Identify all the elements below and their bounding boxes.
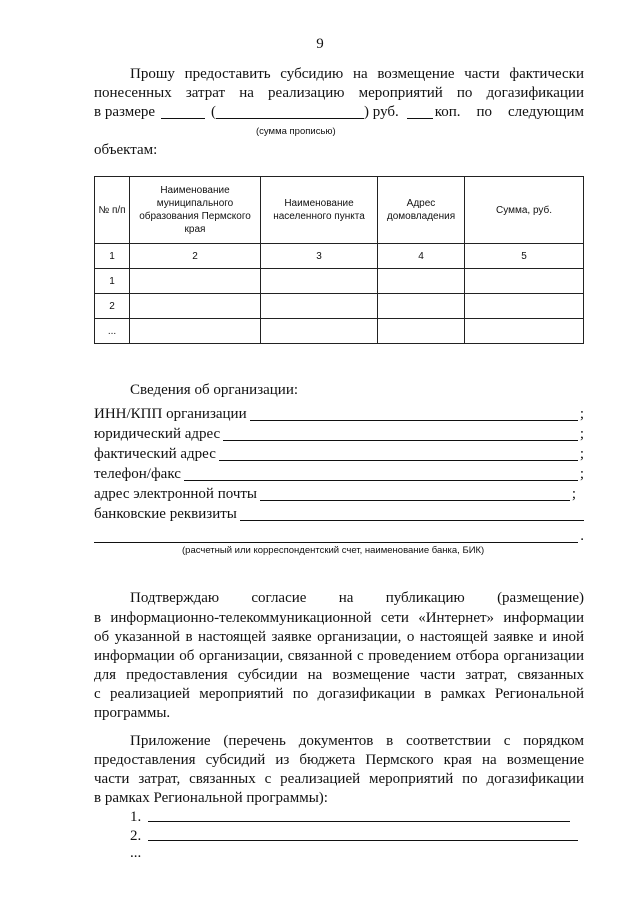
col-number: 5 xyxy=(465,244,584,269)
table-cell[interactable] xyxy=(378,269,465,294)
objects-table xyxy=(94,176,584,344)
table-cell[interactable] xyxy=(130,319,261,344)
header-municipality: Наименование муниципального образования Пермского края xyxy=(130,177,261,244)
attachment-item-2-number: 2. xyxy=(130,828,142,844)
consent-line-3: об указанной в настоящей заявке организации, о настоящей заявке и иной xyxy=(94,629,584,645)
request-line-4: объектам: xyxy=(94,142,158,158)
attachment-item-2-input[interactable] xyxy=(148,840,578,841)
table-cell[interactable] xyxy=(465,269,584,294)
attachment-line-3: части затрат, связанных с реализацией мероприятий по догазификации xyxy=(94,771,584,787)
attachment-line-4: в рамках Региональной программы): xyxy=(94,790,328,806)
bank-field-continued: . xyxy=(94,526,584,546)
header-address: Адрес домовладения xyxy=(378,177,465,244)
header-settlement: Наименование населенного пункта xyxy=(261,177,378,244)
col-number: 2 xyxy=(130,244,261,269)
table-numbering-row xyxy=(95,244,584,269)
attachment-line-2: предоставления субсидий из бюджета Пермского края на возмещение xyxy=(94,752,584,768)
rub-label: ) руб. xyxy=(364,104,399,120)
kop-label: коп. по следующим xyxy=(434,104,584,120)
inn-label: ИНН/КПП организации xyxy=(94,406,247,422)
request-line-1: Прошу предоставить субсидию на возмещение части фактически xyxy=(130,66,584,82)
table-cell[interactable] xyxy=(378,294,465,319)
attachment-line-1: Приложение (перечень документов в соответствии с порядком xyxy=(130,733,584,749)
org-title: Сведения об организации: xyxy=(130,382,299,398)
table-row xyxy=(95,319,584,344)
consent-line-2: в информационно-телекоммуникационной сети «Интернет» информации xyxy=(94,610,584,626)
bank-input[interactable] xyxy=(240,506,584,521)
actual-address-label: фактический адрес xyxy=(94,446,216,462)
table-cell[interactable] xyxy=(465,319,584,344)
bank-field xyxy=(94,504,584,524)
consent-line-4: информации об организации, связанной с проведением отбора организации xyxy=(94,648,584,664)
table-header-row xyxy=(95,177,584,244)
attachment-item-1-number: 1. xyxy=(130,809,142,825)
table-cell[interactable] xyxy=(261,319,378,344)
table-cell[interactable] xyxy=(261,294,378,319)
amount-blank[interactable] xyxy=(161,103,205,119)
email-input[interactable] xyxy=(260,486,570,501)
table-cell[interactable] xyxy=(378,319,465,344)
table-cell[interactable] xyxy=(130,269,261,294)
consent-line-6: с реализацией мероприятий по догазификации в рамках Региональной xyxy=(94,686,584,702)
inn-input[interactable] xyxy=(250,406,578,421)
attachment-more: ... xyxy=(130,845,142,861)
amount-words-blank[interactable] xyxy=(216,103,364,119)
col-number: 3 xyxy=(261,244,378,269)
actual-address-input[interactable] xyxy=(219,446,578,461)
phone-input[interactable] xyxy=(184,466,578,481)
row-number: 1 xyxy=(95,269,130,294)
table-cell[interactable] xyxy=(261,269,378,294)
table-cell[interactable] xyxy=(465,294,584,319)
row-number: 2 xyxy=(95,294,130,319)
table-cell[interactable] xyxy=(130,294,261,319)
col-number: 4 xyxy=(378,244,465,269)
kop-blank[interactable] xyxy=(407,103,433,119)
col-number: 1 xyxy=(95,244,130,269)
legal-address-field: юридический адрес ; xyxy=(94,426,584,442)
open-paren: ( xyxy=(211,104,217,120)
consent-line-5: для предоставления субсидии на возмещение части затрат, связанных xyxy=(94,667,584,683)
amount-label: в размере xyxy=(94,104,156,120)
page-number: 9 xyxy=(316,36,324,52)
phone-field: телефон/факс ; xyxy=(94,466,584,482)
inn-field: ИНН/КПП организации ; xyxy=(94,406,584,422)
request-line-3 xyxy=(94,102,584,122)
bank-hint: (расчетный или корреспондентский счет, наименование банка, БИК) xyxy=(182,545,485,556)
header-num: № п/п xyxy=(95,177,130,244)
amount-words-hint: (сумма прописью) xyxy=(256,126,336,137)
bank-input-line-2[interactable] xyxy=(94,528,578,543)
actual-address-field: фактический адрес ; xyxy=(94,446,584,462)
header-sum: Сумма, руб. xyxy=(465,177,584,244)
legal-address-input[interactable] xyxy=(223,426,578,441)
table-row xyxy=(95,294,584,319)
email-label: адрес электронной почты xyxy=(94,486,258,502)
consent-line-7: программы. xyxy=(94,705,171,721)
bank-label: банковские реквизиты xyxy=(94,506,237,522)
attachment-item-1-input[interactable] xyxy=(148,821,570,822)
table-row xyxy=(95,269,584,294)
email-field: адрес электронной почты ; xyxy=(94,486,576,502)
consent-line-1: Подтверждаю согласие на публикацию (размещение) xyxy=(130,590,584,606)
legal-address-label: юридический адрес xyxy=(94,426,221,442)
request-line-2: понесенных затрат на реализацию мероприятий по догазификации xyxy=(94,85,584,101)
row-number: ... xyxy=(95,319,130,344)
phone-label: телефон/факс xyxy=(94,466,181,482)
